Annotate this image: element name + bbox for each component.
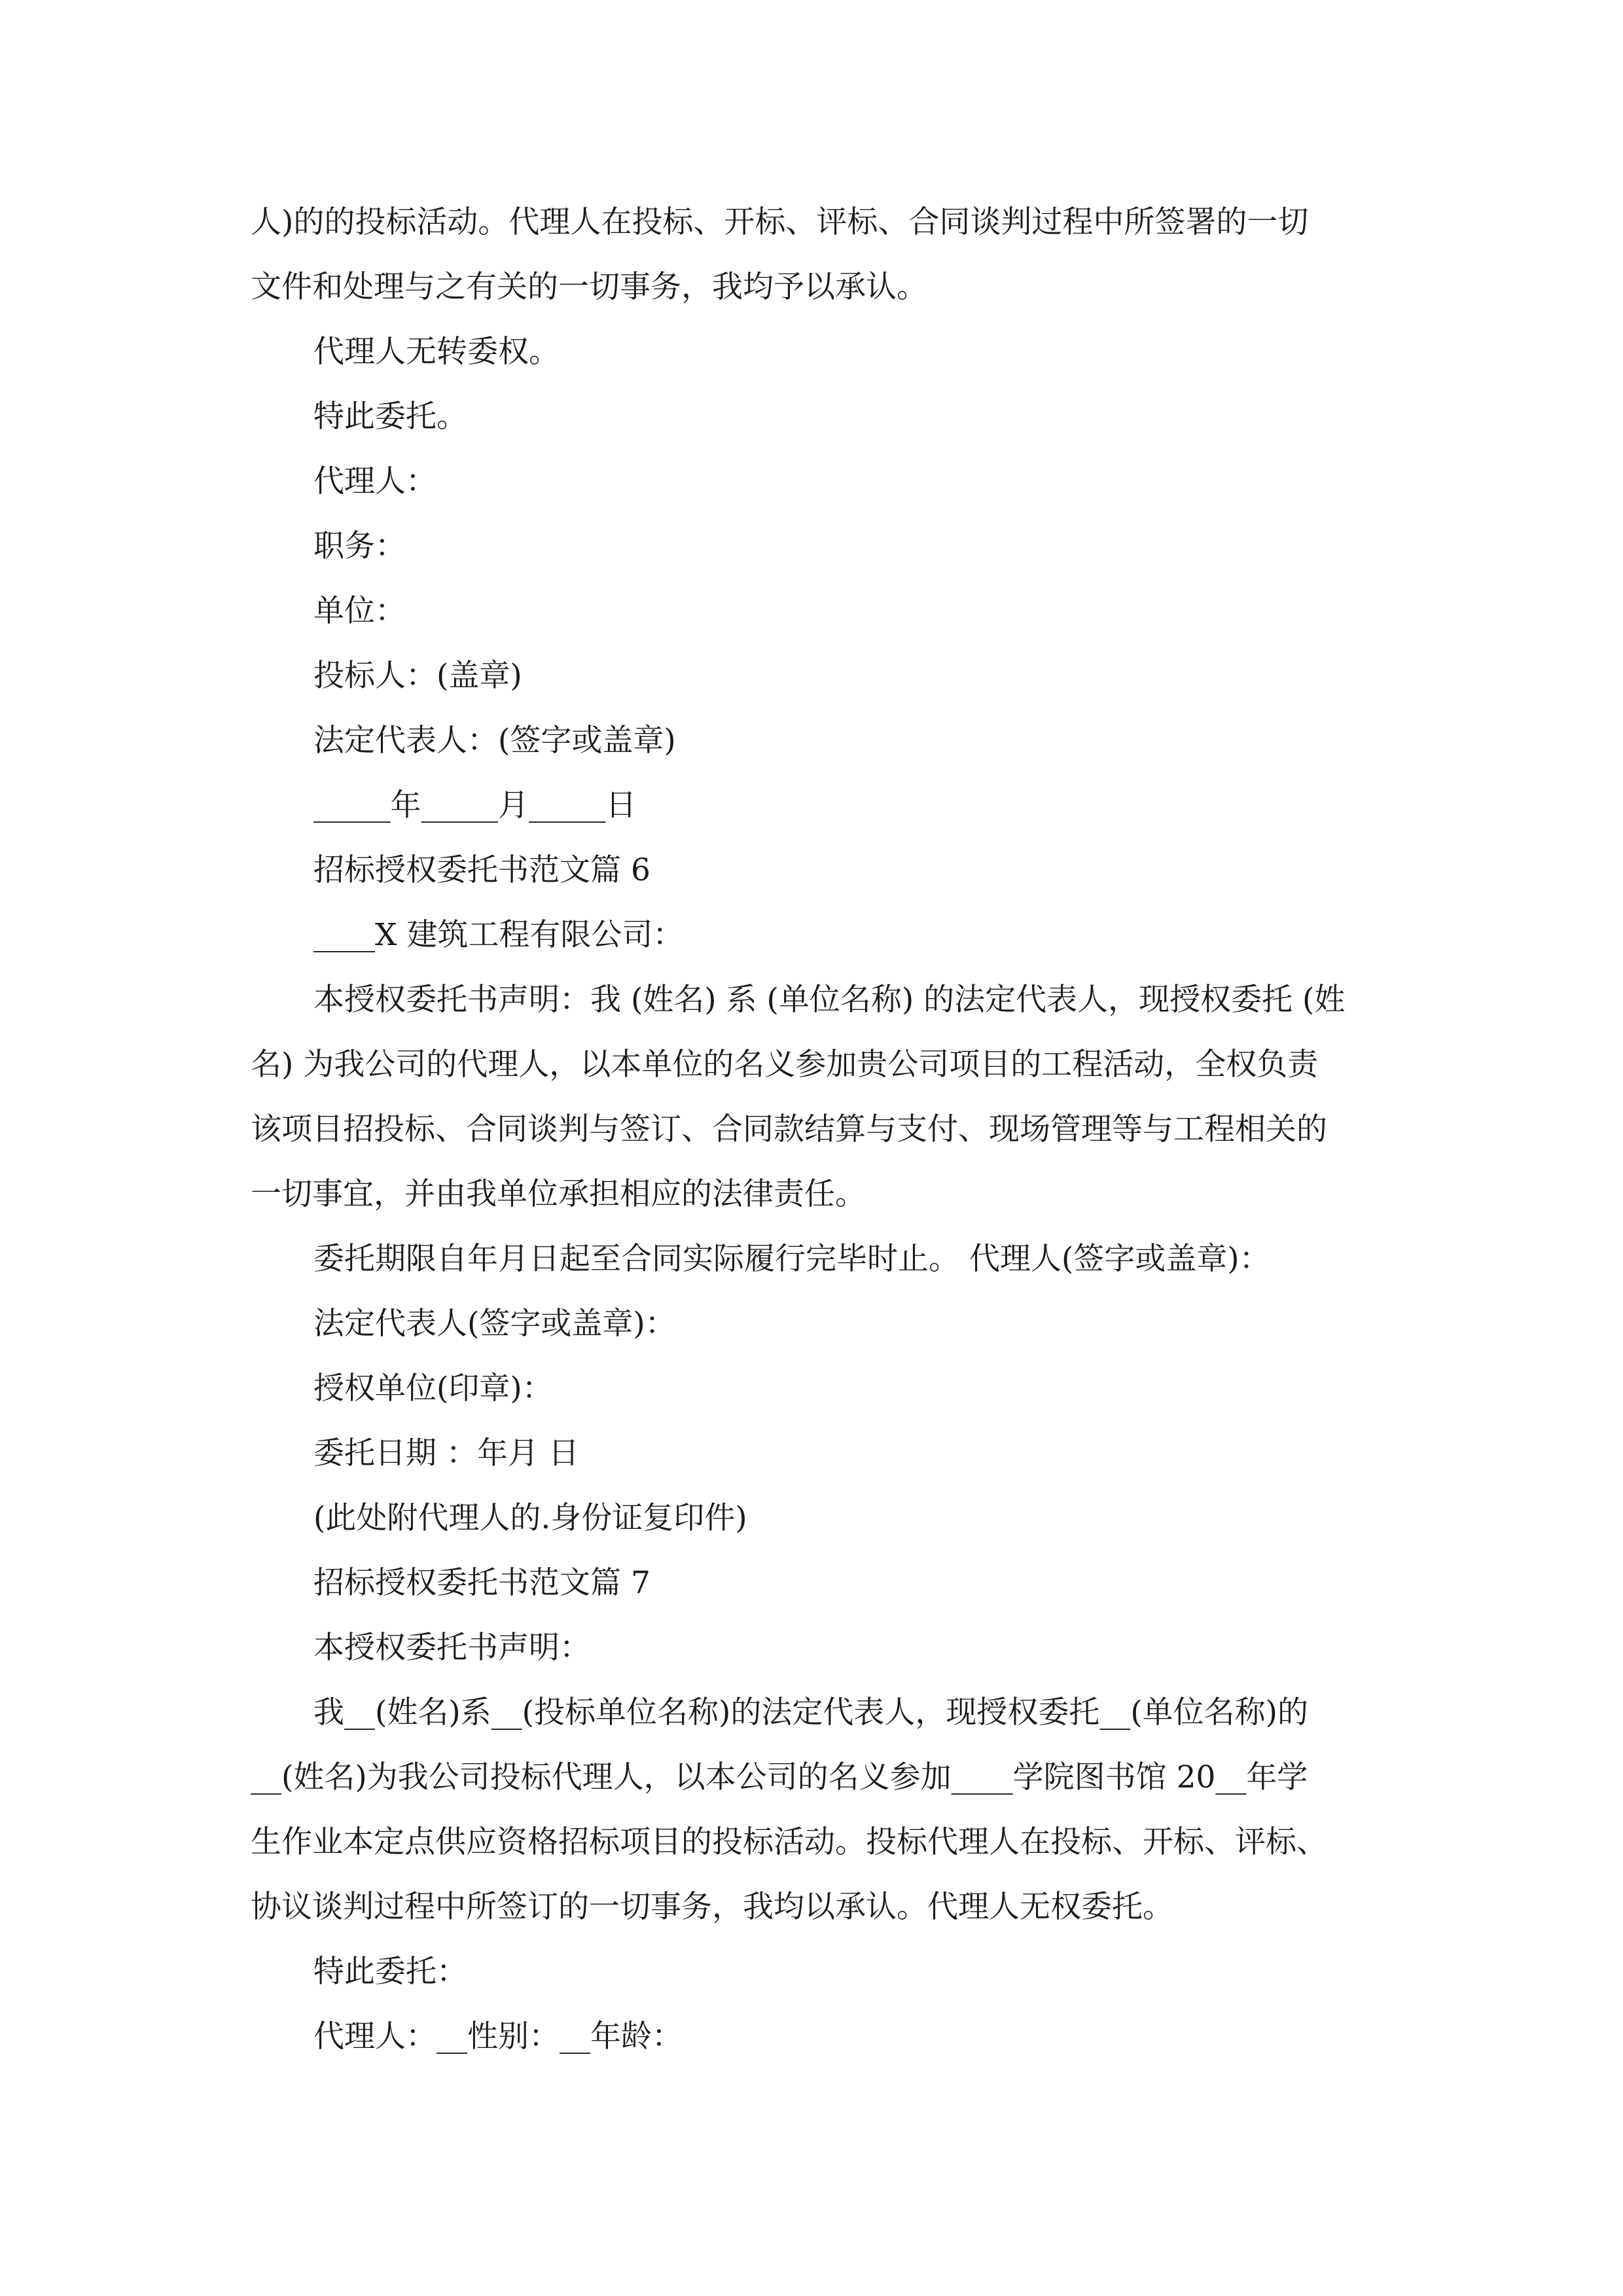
document-line: 投标人：(盖章) <box>313 658 522 694</box>
document-line: 法定代表人：(签字或盖章) <box>313 723 676 759</box>
document-line: 特此委托： <box>313 1954 467 1990</box>
document-line: 一切事宜，并由我单位承担相应的法律责任。 <box>251 1176 866 1212</box>
document-line: 该项目招投标、合同谈判与签订、合同款结算与支付、现场管理等与工程相关的 <box>251 1111 1327 1147</box>
document-line: 委托日期 ：年月 日 <box>313 1435 579 1471</box>
document-line: (此处附代理人的.身份证复印件) <box>313 1500 747 1536</box>
document-line: 本授权委托书声明： <box>313 1630 590 1666</box>
document-line: 代理人：__性别：__年龄： <box>313 2018 683 2054</box>
document-line: 代理人： <box>313 463 437 499</box>
document-line: 本授权委托书声明：我 (姓名) 系 (单位名称) 的法定代表人，现授权委托 (姓 <box>313 982 1346 1018</box>
document-line: 单位： <box>313 593 406 629</box>
document-line: __(姓名)为我公司投标代理人，以本公司的名义参加____学院图书馆 20__年学 <box>251 1759 1308 1795</box>
document-line: 生作业本定点供应资格招标项目的投标活动。投标代理人在投标、开标、评标、 <box>251 1824 1327 1860</box>
document-line: 协议谈判过程中所签订的一切事务，我均以承认。代理人无权委托。 <box>251 1889 1173 1925</box>
document-line: 我__(姓名)系__(投标单位名称)的法定代表人，现授权委托__(单位名称)的 <box>313 1695 1309 1731</box>
document-line: 文件和处理与之有关的一切事务，我均予以承认。 <box>251 269 927 305</box>
document-line: 授权单位(印章)： <box>313 1371 553 1407</box>
document-line: 特此委托。 <box>313 399 467 435</box>
document-line: 委托期限自年月日起至合同实际履行完毕时止。 代理人(签字或盖章)： <box>313 1241 1270 1277</box>
document-line: ____X 建筑工程有限公司： <box>313 917 684 953</box>
document-line: 招标授权委托书范文篇 6 <box>313 852 651 888</box>
document-line: 职务： <box>313 528 406 564</box>
document-line: 名) 为我公司的代理人，以本单位的名义参加贵公司项目的工程活动，全权负责 <box>251 1047 1319 1083</box>
document-line: 代理人无转委权。 <box>313 334 560 370</box>
document-line: 法定代表人(签字或盖章)： <box>313 1306 676 1342</box>
document-body <box>251 190 1402 2069</box>
document-line: _____年_____月_____日 <box>313 787 637 823</box>
document-line: 人)的的投标活动。代理人在投标、开标、评标、合同谈判过程中所签署的一切 <box>251 204 1309 240</box>
document-line: 招标授权委托书范文篇 7 <box>313 1565 651 1601</box>
